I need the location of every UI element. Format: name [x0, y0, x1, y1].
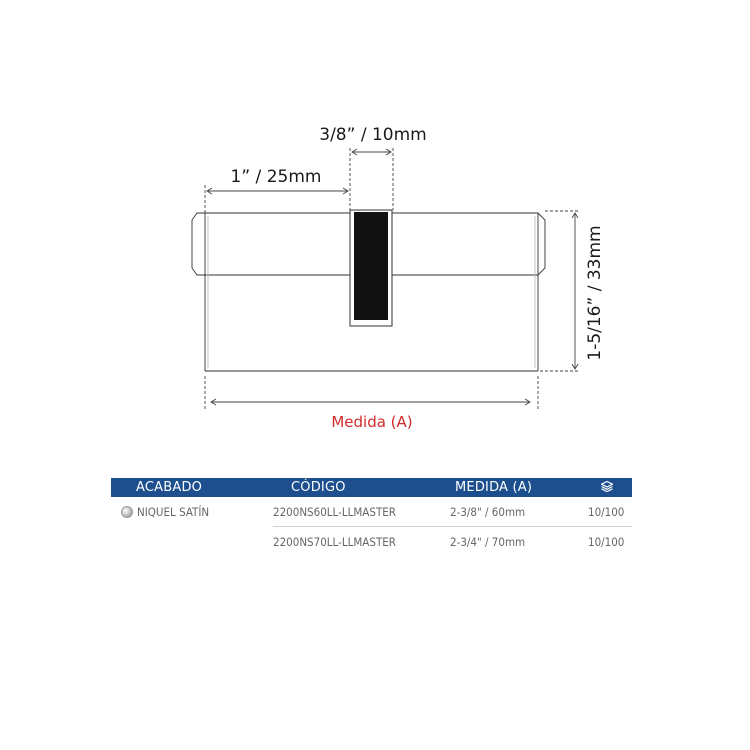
table-row	[111, 497, 632, 527]
cam-bit	[350, 210, 392, 326]
table-row	[111, 527, 632, 557]
bit-width-dimension	[350, 148, 393, 210]
measure-cell: 2-3/4" / 70mm	[450, 535, 526, 549]
code-cell: 2200NS70LL-LLMASTER	[273, 535, 396, 549]
header-finish: ACABADO	[136, 480, 203, 495]
measure-cell: 2-3/8" / 60mm	[450, 505, 526, 519]
bit-width-label: 3/8” / 10mm	[319, 125, 427, 145]
front-length-dimension	[205, 185, 348, 213]
spec-table	[111, 478, 632, 557]
header-measure: MEDIDA (A)	[455, 480, 533, 495]
height-label: 1-5/16” / 33mm	[585, 225, 605, 361]
box-icon	[600, 480, 614, 494]
nickel-swatch-icon	[121, 506, 133, 518]
finish-label: NIQUEL SATÍN	[137, 505, 210, 519]
code-cell: 2200NS60LL-LLMASTER	[273, 505, 396, 519]
qty-cell: 10/100	[588, 505, 625, 519]
total-length-dimension	[205, 376, 538, 410]
height-dimension	[540, 211, 580, 371]
table-header	[111, 478, 632, 497]
header-code: CÓDIGO	[291, 480, 346, 495]
finish-cell	[121, 505, 209, 519]
total-length-label: Medida (A)	[331, 413, 413, 431]
front-length-label: 1” / 25mm	[230, 167, 322, 187]
qty-cell: 10/100	[588, 535, 625, 549]
